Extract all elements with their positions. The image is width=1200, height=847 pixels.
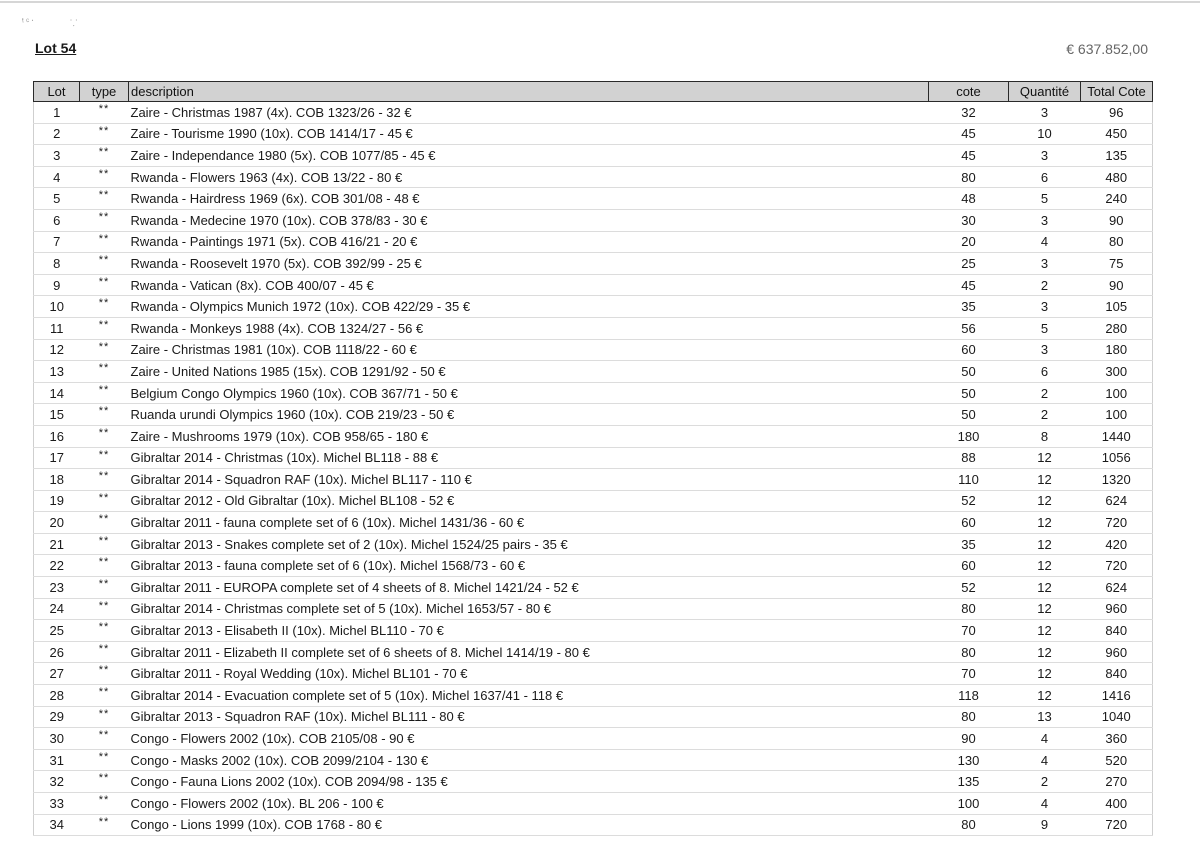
table-row: [34, 317, 1153, 339]
cell-total-cote: 420: [1081, 533, 1153, 555]
cell-lot: 15: [34, 404, 80, 426]
cell-lot: 31: [34, 749, 80, 771]
cell-lot: 29: [34, 706, 80, 728]
cell-total-cote: 720: [1081, 555, 1153, 577]
cell-total-cote: 960: [1081, 598, 1153, 620]
cell-cote: 90: [929, 728, 1009, 750]
lot-title: Lot 54: [35, 40, 77, 56]
cell-type: **: [80, 102, 129, 124]
cell-description: Zaire - Tourisme 1990 (10x). COB 1414/17 - 45 €: [129, 123, 929, 145]
scan-mark: ᶠᶜ⸱: [21, 15, 37, 27]
cell-description: Ruanda urundi Olympics 1960 (10x). COB 219/23 - 50 €: [129, 404, 929, 426]
cell-cote: 45: [929, 123, 1009, 145]
cell-quantite: 2: [1009, 771, 1081, 793]
cell-description: Gibraltar 2014 - Christmas (10x). Michel BL118 - 88 €: [129, 447, 929, 469]
cell-description: Congo - Flowers 2002 (10x). COB 2105/08 - 90 €: [129, 728, 929, 750]
cell-lot: 34: [34, 814, 80, 836]
cell-total-cote: 720: [1081, 512, 1153, 534]
cell-description: Congo - Fauna Lions 2002 (10x). COB 2094/98 - 135 €: [129, 771, 929, 793]
cell-type: **: [80, 231, 129, 253]
cell-total-cote: 480: [1081, 166, 1153, 188]
cell-total-cote: 90: [1081, 274, 1153, 296]
table-row: [34, 512, 1153, 534]
cell-lot: 5: [34, 188, 80, 210]
cell-cote: 80: [929, 814, 1009, 836]
cell-cote: 80: [929, 598, 1009, 620]
cell-total-cote: 450: [1081, 123, 1153, 145]
cell-cote: 180: [929, 425, 1009, 447]
cell-total-cote: 1056: [1081, 447, 1153, 469]
cell-description: Gibraltar 2014 - Squadron RAF (10x). Michel BL117 - 110 €: [129, 469, 929, 491]
cell-lot: 1: [34, 102, 80, 124]
table-row: [34, 102, 1153, 124]
table-row: [34, 641, 1153, 663]
cell-description: Gibraltar 2013 - fauna complete set of 6 (10x). Michel 1568/73 - 60 €: [129, 555, 929, 577]
cell-quantite: 4: [1009, 793, 1081, 815]
cell-lot: 8: [34, 253, 80, 275]
grand-total: € 637.852,00: [1066, 41, 1148, 57]
cell-cote: 100: [929, 793, 1009, 815]
cell-quantite: 12: [1009, 512, 1081, 534]
cell-quantite: 12: [1009, 490, 1081, 512]
cell-quantite: 12: [1009, 469, 1081, 491]
cell-description: Gibraltar 2014 - Christmas complete set of 5 (10x). Michel 1653/57 - 80 €: [129, 598, 929, 620]
cell-lot: 33: [34, 793, 80, 815]
cell-description: Gibraltar 2011 - Elizabeth II complete set of 6 sheets of 8. Michel 1414/19 - 80 €: [129, 641, 929, 663]
table-row: [34, 361, 1153, 383]
cell-total-cote: 300: [1081, 361, 1153, 383]
cell-description: Congo - Lions 1999 (10x). COB 1768 - 80 €: [129, 814, 929, 836]
table-row: [34, 469, 1153, 491]
cell-quantite: 10: [1009, 123, 1081, 145]
table-row: [34, 598, 1153, 620]
cell-type: **: [80, 382, 129, 404]
cell-description: Rwanda - Hairdress 1969 (6x). COB 301/08 - 48 €: [129, 188, 929, 210]
cell-total-cote: 624: [1081, 577, 1153, 599]
cell-description: Zaire - Independance 1980 (5x). COB 1077/85 - 45 €: [129, 145, 929, 167]
cell-description: Zaire - Christmas 1981 (10x). COB 1118/22 - 60 €: [129, 339, 929, 361]
cell-total-cote: 360: [1081, 728, 1153, 750]
cell-type: **: [80, 577, 129, 599]
cell-cote: 56: [929, 317, 1009, 339]
cell-cote: 32: [929, 102, 1009, 124]
cell-lot: 16: [34, 425, 80, 447]
cell-description: Gibraltar 2013 - Snakes complete set of 2 (10x). Michel 1524/25 pairs - 35 €: [129, 533, 929, 555]
cell-quantite: 5: [1009, 317, 1081, 339]
table-row: [34, 123, 1153, 145]
cell-description: Rwanda - Monkeys 1988 (4x). COB 1324/27 - 56 €: [129, 317, 929, 339]
table-row: [34, 555, 1153, 577]
cell-cote: 60: [929, 512, 1009, 534]
cell-cote: 50: [929, 382, 1009, 404]
table-row: [34, 296, 1153, 318]
cell-lot: 17: [34, 447, 80, 469]
cell-lot: 32: [34, 771, 80, 793]
cell-type: **: [80, 404, 129, 426]
cell-cote: 35: [929, 296, 1009, 318]
cell-type: **: [80, 663, 129, 685]
cell-lot: 26: [34, 641, 80, 663]
cell-cote: 110: [929, 469, 1009, 491]
cell-lot: 3: [34, 145, 80, 167]
cell-total-cote: 1416: [1081, 685, 1153, 707]
cell-description: Rwanda - Paintings 1971 (5x). COB 416/21 - 20 €: [129, 231, 929, 253]
lots-table: [33, 81, 1153, 836]
cell-quantite: 3: [1009, 253, 1081, 275]
cell-description: Rwanda - Medecine 1970 (10x). COB 378/83 - 30 €: [129, 209, 929, 231]
cell-lot: 23: [34, 577, 80, 599]
cell-quantite: 8: [1009, 425, 1081, 447]
cell-cote: 50: [929, 404, 1009, 426]
cell-total-cote: 1440: [1081, 425, 1153, 447]
cell-quantite: 2: [1009, 382, 1081, 404]
table-row: [34, 339, 1153, 361]
table-row: [34, 663, 1153, 685]
cell-type: **: [80, 706, 129, 728]
table-row: [34, 447, 1153, 469]
cell-type: **: [80, 188, 129, 210]
table-row: [34, 814, 1153, 836]
cell-type: **: [80, 361, 129, 383]
cell-lot: 18: [34, 469, 80, 491]
cell-cote: 35: [929, 533, 1009, 555]
table-row: [34, 425, 1153, 447]
cell-quantite: 13: [1009, 706, 1081, 728]
cell-cote: 30: [929, 209, 1009, 231]
cell-quantite: 12: [1009, 641, 1081, 663]
cell-total-cote: 90: [1081, 209, 1153, 231]
cell-quantite: 3: [1009, 209, 1081, 231]
cell-cote: 70: [929, 620, 1009, 642]
cell-description: Zaire - Mushrooms 1979 (10x). COB 958/65 - 180 €: [129, 425, 929, 447]
cell-description: Gibraltar 2013 - Squadron RAF (10x). Michel BL111 - 80 €: [129, 706, 929, 728]
cell-total-cote: 840: [1081, 663, 1153, 685]
cell-quantite: 4: [1009, 749, 1081, 771]
table-row: [34, 749, 1153, 771]
cell-quantite: 12: [1009, 555, 1081, 577]
cell-description: Gibraltar 2011 - fauna complete set of 6 (10x). Michel 1431/36 - 60 €: [129, 512, 929, 534]
cell-total-cote: 624: [1081, 490, 1153, 512]
cell-type: **: [80, 512, 129, 534]
cell-quantite: 12: [1009, 577, 1081, 599]
cell-quantite: 12: [1009, 533, 1081, 555]
cell-total-cote: 240: [1081, 188, 1153, 210]
table-row: [34, 620, 1153, 642]
cell-total-cote: 100: [1081, 404, 1153, 426]
cell-total-cote: 80: [1081, 231, 1153, 253]
column-header-lot: Lot: [34, 82, 80, 102]
table-row: [34, 382, 1153, 404]
cell-total-cote: 135: [1081, 145, 1153, 167]
cell-cote: 60: [929, 555, 1009, 577]
cell-description: Gibraltar 2012 - Old Gibraltar (10x). Michel BL108 - 52 €: [129, 490, 929, 512]
cell-lot: 11: [34, 317, 80, 339]
table-row: [34, 166, 1153, 188]
cell-type: **: [80, 123, 129, 145]
cell-quantite: 9: [1009, 814, 1081, 836]
table-row: [34, 490, 1153, 512]
cell-lot: 20: [34, 512, 80, 534]
cell-cote: 118: [929, 685, 1009, 707]
cell-type: **: [80, 685, 129, 707]
table-row: [34, 209, 1153, 231]
cell-lot: 13: [34, 361, 80, 383]
cell-total-cote: 1040: [1081, 706, 1153, 728]
cell-cote: 60: [929, 339, 1009, 361]
cell-description: Zaire - Christmas 1987 (4x). COB 1323/26 - 32 €: [129, 102, 929, 124]
cell-quantite: 6: [1009, 361, 1081, 383]
cell-lot: 2: [34, 123, 80, 145]
cell-quantite: 4: [1009, 231, 1081, 253]
cell-quantite: 6: [1009, 166, 1081, 188]
cell-description: Belgium Congo Olympics 1960 (10x). COB 367/71 - 50 €: [129, 382, 929, 404]
cell-total-cote: 270: [1081, 771, 1153, 793]
table-header-row: [34, 82, 1153, 102]
cell-type: **: [80, 620, 129, 642]
cell-type: **: [80, 533, 129, 555]
column-header-cote: cote: [929, 82, 1009, 102]
cell-cote: 88: [929, 447, 1009, 469]
cell-cote: 45: [929, 145, 1009, 167]
cell-total-cote: 1320: [1081, 469, 1153, 491]
cell-total-cote: 960: [1081, 641, 1153, 663]
table-row: [34, 274, 1153, 296]
cell-type: **: [80, 166, 129, 188]
cell-quantite: 12: [1009, 685, 1081, 707]
cell-type: **: [80, 793, 129, 815]
cell-description: Congo - Masks 2002 (10x). COB 2099/2104 - 130 €: [129, 749, 929, 771]
cell-description: Rwanda - Vatican (8x). COB 400/07 - 45 €: [129, 274, 929, 296]
cell-type: **: [80, 296, 129, 318]
cell-total-cote: 520: [1081, 749, 1153, 771]
table-row: [34, 685, 1153, 707]
cell-description: Rwanda - Roosevelt 1970 (5x). COB 392/99 - 25 €: [129, 253, 929, 275]
table-row: [34, 728, 1153, 750]
cell-total-cote: 100: [1081, 382, 1153, 404]
cell-description: Gibraltar 2011 - EUROPA complete set of 4 sheets of 8. Michel 1421/24 - 52 €: [129, 577, 929, 599]
table-row: [34, 404, 1153, 426]
cell-total-cote: 840: [1081, 620, 1153, 642]
table-row: [34, 577, 1153, 599]
cell-description: Gibraltar 2013 - Elisabeth II (10x). Michel BL110 - 70 €: [129, 620, 929, 642]
cell-total-cote: 180: [1081, 339, 1153, 361]
cell-cote: 135: [929, 771, 1009, 793]
cell-quantite: 3: [1009, 145, 1081, 167]
cell-lot: 27: [34, 663, 80, 685]
cell-description: Rwanda - Flowers 1963 (4x). COB 13/22 - 80 €: [129, 166, 929, 188]
cell-cote: 52: [929, 577, 1009, 599]
cell-type: **: [80, 469, 129, 491]
cell-cote: 80: [929, 641, 1009, 663]
cell-type: **: [80, 728, 129, 750]
table-row: [34, 253, 1153, 275]
cell-cote: 52: [929, 490, 1009, 512]
cell-quantite: 12: [1009, 598, 1081, 620]
column-header-type: type: [80, 82, 129, 102]
cell-total-cote: 96: [1081, 102, 1153, 124]
cell-lot: 21: [34, 533, 80, 555]
column-header-total-cote: Total Cote: [1081, 82, 1153, 102]
cell-lot: 9: [34, 274, 80, 296]
scan-mark: ⸪: [70, 18, 78, 28]
cell-quantite: 2: [1009, 404, 1081, 426]
table-row: [34, 533, 1153, 555]
cell-type: **: [80, 317, 129, 339]
cell-type: **: [80, 253, 129, 275]
top-rule: [0, 1, 1200, 3]
cell-type: **: [80, 209, 129, 231]
cell-quantite: 3: [1009, 339, 1081, 361]
cell-type: **: [80, 447, 129, 469]
table-row: [34, 771, 1153, 793]
cell-total-cote: 720: [1081, 814, 1153, 836]
cell-lot: 4: [34, 166, 80, 188]
cell-description: Gibraltar 2011 - Royal Wedding (10x). Michel BL101 - 70 €: [129, 663, 929, 685]
cell-type: **: [80, 598, 129, 620]
cell-cote: 50: [929, 361, 1009, 383]
cell-type: **: [80, 749, 129, 771]
cell-quantite: 3: [1009, 102, 1081, 124]
cell-cote: 45: [929, 274, 1009, 296]
cell-quantite: 3: [1009, 296, 1081, 318]
cell-lot: 10: [34, 296, 80, 318]
cell-lot: 24: [34, 598, 80, 620]
cell-lot: 6: [34, 209, 80, 231]
cell-cote: 80: [929, 706, 1009, 728]
table-row: [34, 231, 1153, 253]
cell-type: **: [80, 814, 129, 836]
column-header-quantite: Quantité: [1009, 82, 1081, 102]
cell-description: Congo - Flowers 2002 (10x). BL 206 - 100 €: [129, 793, 929, 815]
cell-lot: 19: [34, 490, 80, 512]
table-body: [34, 102, 1153, 836]
cell-type: **: [80, 771, 129, 793]
cell-quantite: 5: [1009, 188, 1081, 210]
cell-quantite: 12: [1009, 663, 1081, 685]
cell-quantite: 12: [1009, 620, 1081, 642]
cell-lot: 30: [34, 728, 80, 750]
cell-type: **: [80, 641, 129, 663]
cell-cote: 25: [929, 253, 1009, 275]
cell-type: **: [80, 425, 129, 447]
cell-cote: 130: [929, 749, 1009, 771]
cell-lot: 12: [34, 339, 80, 361]
cell-quantite: 12: [1009, 447, 1081, 469]
cell-description: Rwanda - Olympics Munich 1972 (10x). COB 422/29 - 35 €: [129, 296, 929, 318]
cell-type: **: [80, 339, 129, 361]
cell-description: Zaire - United Nations 1985 (15x). COB 1291/92 - 50 €: [129, 361, 929, 383]
cell-cote: 80: [929, 166, 1009, 188]
cell-lot: 28: [34, 685, 80, 707]
cell-cote: 20: [929, 231, 1009, 253]
cell-type: **: [80, 490, 129, 512]
cell-total-cote: 280: [1081, 317, 1153, 339]
table-row: [34, 145, 1153, 167]
cell-cote: 48: [929, 188, 1009, 210]
table-row: [34, 793, 1153, 815]
table-row: [34, 706, 1153, 728]
cell-total-cote: 400: [1081, 793, 1153, 815]
cell-type: **: [80, 274, 129, 296]
cell-quantite: 2: [1009, 274, 1081, 296]
cell-cote: 70: [929, 663, 1009, 685]
cell-lot: 7: [34, 231, 80, 253]
cell-type: **: [80, 555, 129, 577]
column-header-description: description: [129, 82, 929, 102]
cell-total-cote: 75: [1081, 253, 1153, 275]
table-row: [34, 188, 1153, 210]
cell-quantite: 4: [1009, 728, 1081, 750]
cell-type: **: [80, 145, 129, 167]
cell-total-cote: 105: [1081, 296, 1153, 318]
cell-lot: 22: [34, 555, 80, 577]
cell-lot: 25: [34, 620, 80, 642]
cell-description: Gibraltar 2014 - Evacuation complete set of 5 (10x). Michel 1637/41 - 118 €: [129, 685, 929, 707]
cell-lot: 14: [34, 382, 80, 404]
